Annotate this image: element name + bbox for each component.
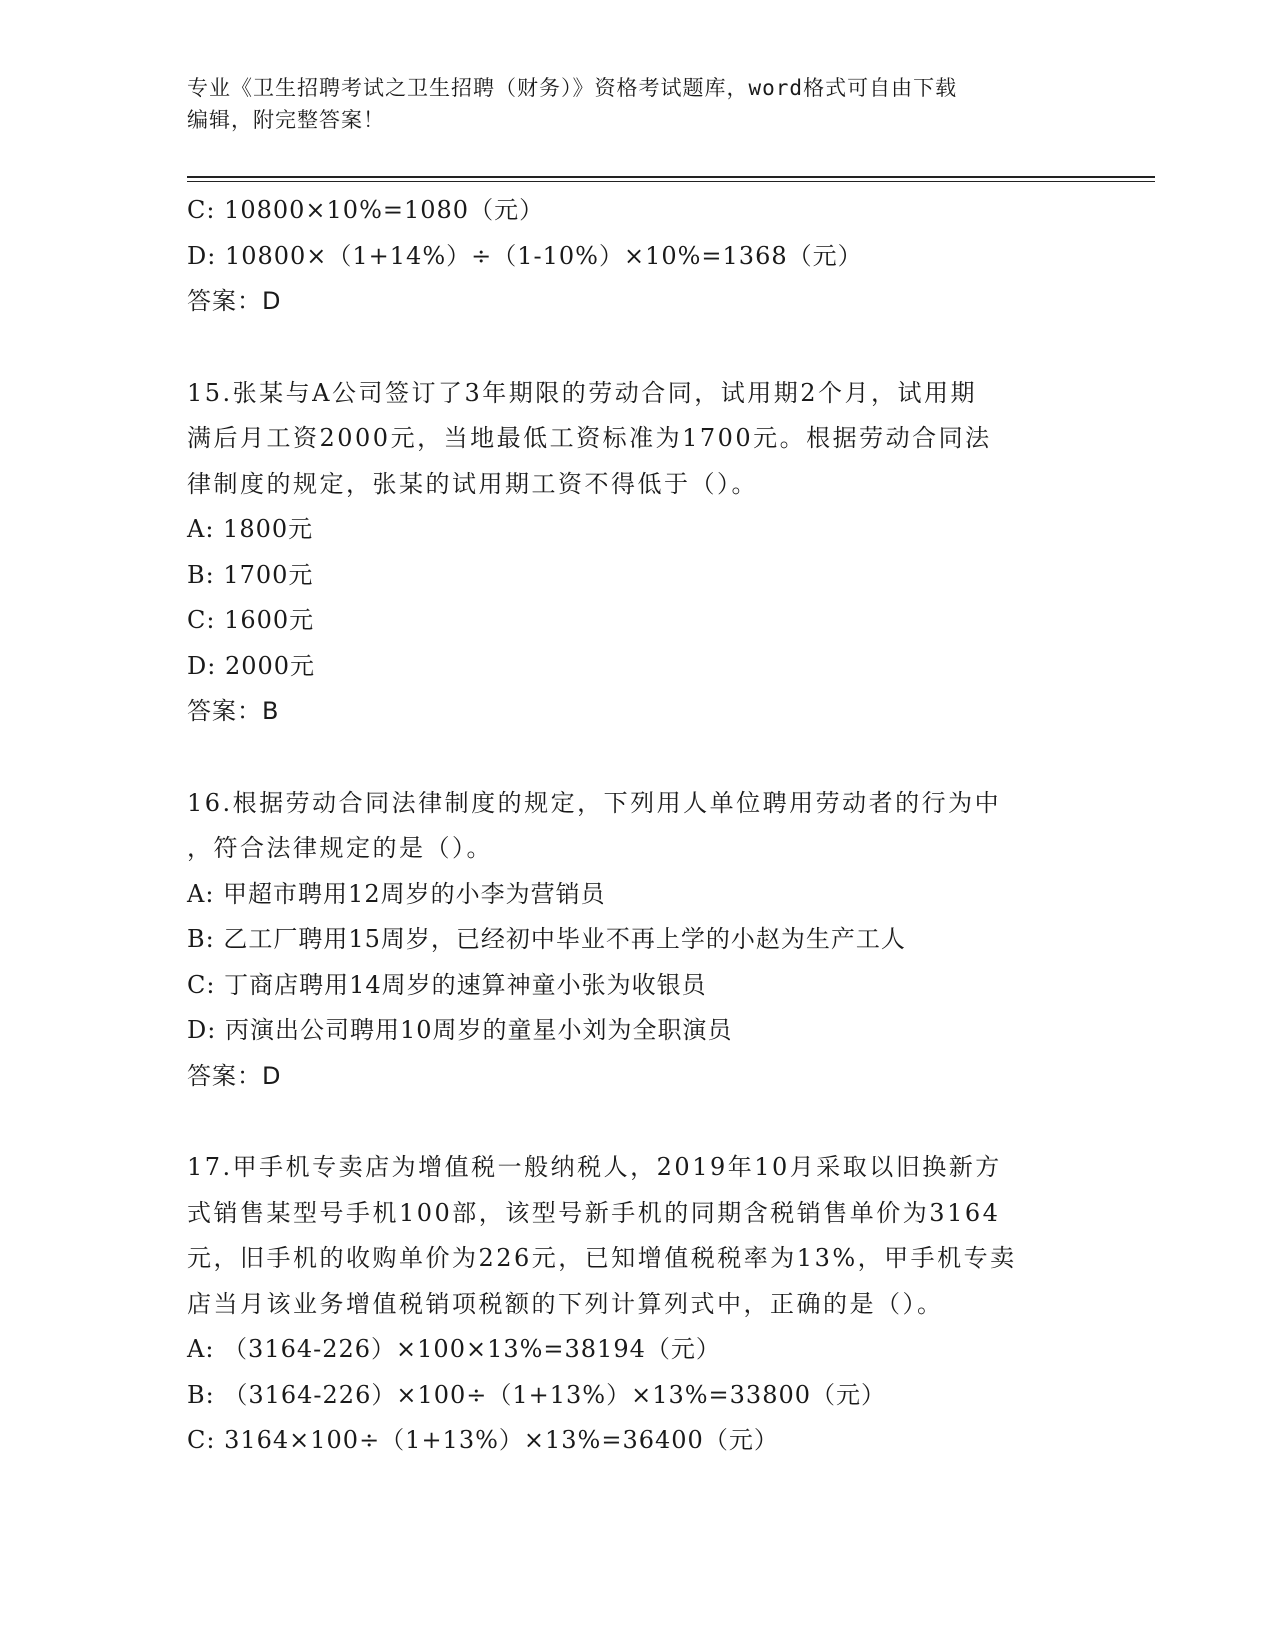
option-c: C: 3164×100÷（1+13%）×13%=36400（元） [187,1426,779,1454]
answer: 答案：D [187,287,282,315]
question-stem-line: ，符合法律规定的是（）。 [187,834,493,862]
header-line-2: 编辑，附完整答案！ [187,108,385,132]
answer: 答案：D [187,1061,282,1090]
question-15 [187,371,1087,735]
answer: 答案：B [187,697,280,725]
question-stem-line: 律制度的规定，张某的试用期工资不得低于（）。 [187,469,758,498]
header-divider [187,176,1155,178]
question-17 [187,1145,1087,1464]
header-divider-thin [187,181,1155,182]
option-c: C: 10800×10%=1080（元） [187,196,545,224]
question-stem-line: 17.甲手机专卖店为增值税一般纳税人，2019年10月采取以旧换新方 [187,1153,1002,1181]
option-a: A: 1800元 [187,515,314,543]
option-b: B: （3164-226）×100÷（1+13%）×13%=33800（元） [187,1380,887,1409]
header-line-1: 专业《卫生招聘考试之卫生招聘（财务）》资格考试题库，word格式可自由下载 [187,76,958,100]
option-a: A: （3164-226）×100×13%=38194（元） [187,1335,721,1363]
spacer [187,325,1087,371]
question-stem-line: 店当月该业务增值税销项税额的下列计算列式中，正确的是（）。 [187,1289,944,1318]
question-stem-line: 式销售某型号手机100部，该型号新手机的同期含税销售单价为3164 [187,1198,1001,1227]
spacer [187,1099,1087,1145]
option-c: C: 1600元 [187,606,315,634]
option-b: B: 乙工厂聘用15周岁，已经初中毕业不再上学的小赵为生产工人 [187,925,906,953]
question-stem-line: 元，旧手机的收购单价为226元，已知增值税税率为13%，甲手机专卖 [187,1244,1017,1272]
document-header [187,72,1067,136]
spacer [187,735,1087,781]
question-stem-line: 15.张某与A公司签订了3年期限的劳动合同，试用期2个月，试用期 [187,378,978,407]
option-d: D: 10800×（1+14%）÷（1-10%）×10%=1368（元） [187,241,863,270]
question-stem-line: 16.根据劳动合同法律制度的规定，下列用人单位聘用劳动者的行为中 [187,788,1002,817]
question-16 [187,781,1087,1100]
document-body [187,188,1087,1464]
option-b: B: 1700元 [187,560,314,589]
option-d: D: 丙演出公司聘用10周岁的童星小刘为全职演员 [187,1016,733,1044]
option-d: D: 2000元 [187,651,316,680]
option-a: A: 甲超市聘用12周岁的小李为营销员 [187,879,606,908]
option-c: C: 丁商店聘用14周岁的速算神童小张为收银员 [187,970,707,999]
question-stem-line: 满后月工资2000元，当地最低工资标准为1700元。根据劳动合同法 [187,424,992,452]
